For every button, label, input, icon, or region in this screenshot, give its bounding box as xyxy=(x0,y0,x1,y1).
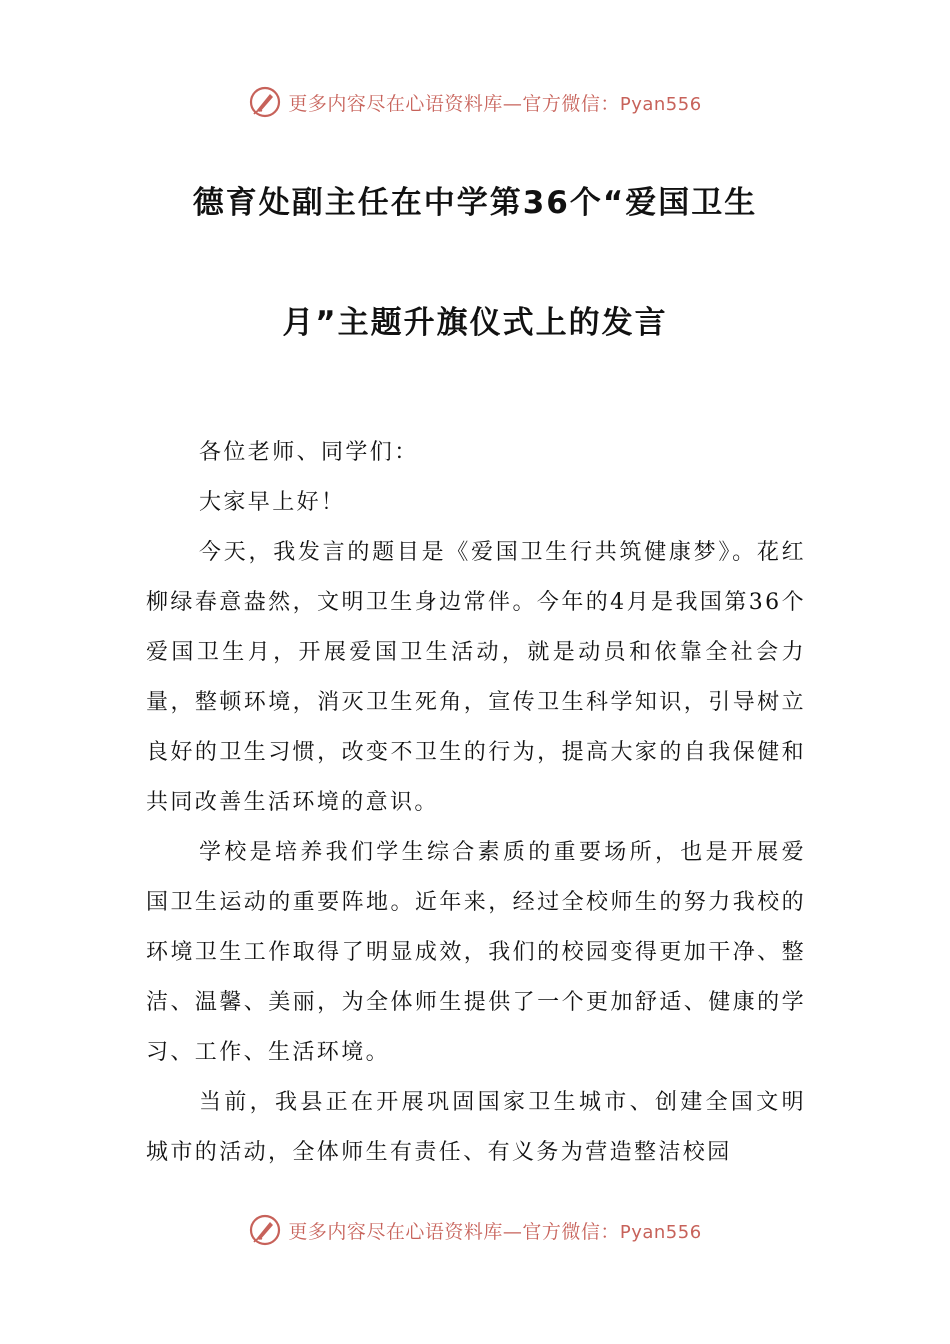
watermark-handle: Pyan556 xyxy=(619,93,702,115)
pen-circle-logo-icon xyxy=(248,85,282,119)
watermark-text: 更多内容尽在心语资料库—官方微信：Pyan556 xyxy=(288,92,702,115)
body-paragraph-2: 学校是培养我们学生综合素质的重要场所，也是开展爱国卫生运动的重要阵地。近年来，经过全校师生的努力我校的环境卫生工作取得了明显成效，我们的校园变得更加干净、整洁、温馨、美丽，为全体师生提供了一个更加舒适、健康的学习、工作、生活环境。 xyxy=(146,840,806,1065)
footer-watermark-banner xyxy=(0,1210,950,1250)
watermark-handle: Pyan556 xyxy=(619,1221,702,1243)
watermark-text: 更多内容尽在心语资料库—官方微信：Pyan556 xyxy=(288,1220,702,1243)
body-paragraph-3: 当前，我县正在开展巩固国家卫生城市、创建全国文明城市的活动，全体师生有责任、有义务为营造整洁校园 xyxy=(146,1090,806,1165)
pen-circle-logo-icon xyxy=(248,1213,282,1247)
document-title-line-2: 月”主题升旗仪式上的发言 xyxy=(282,305,668,341)
body-paragraph-1: 今天，我发言的题目是《爱国卫生行共筑健康梦》。花红柳绿春意盎然，文明卫生身边常伴。今年的4月是我国第36个爱国卫生月，开展爱国卫生活动，就是动员和依靠全社会力量，整顿环境，消灭卫生死角，宣传卫生科学知识，引导树立良好的卫生习惯，改变不卫生的行为，提高大家的自我保健和共同改善生活环境的意识。 xyxy=(146,540,806,815)
document-title-line-1: 德育处副主任在中学第36个“爱国卫生 xyxy=(192,185,758,221)
salutation: 各位老师、同学们： xyxy=(199,440,419,465)
document-body xyxy=(146,428,806,1178)
greeting: 大家早上好！ xyxy=(199,490,346,515)
header-watermark-banner xyxy=(0,82,950,122)
